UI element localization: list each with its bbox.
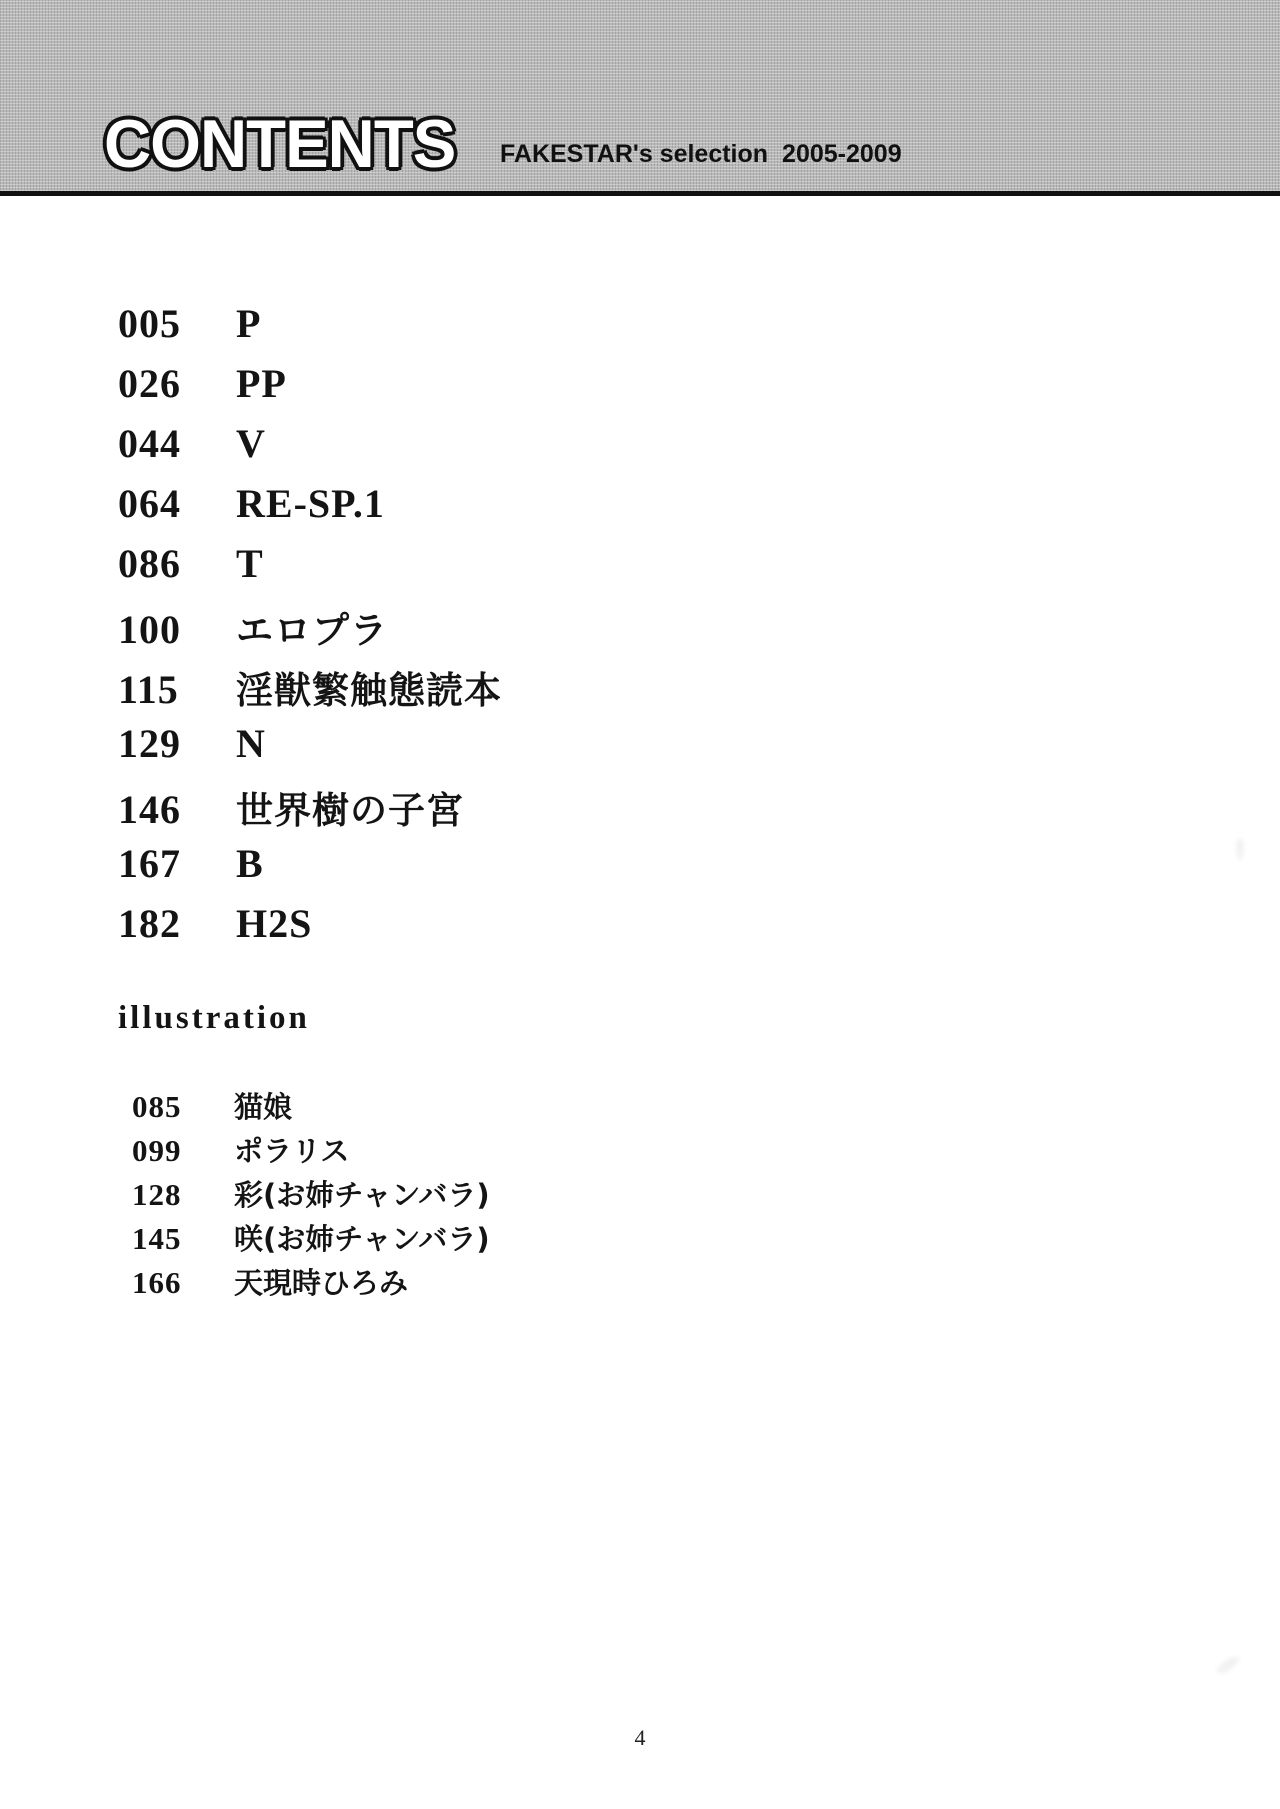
- list-item: [118, 480, 918, 526]
- entry-title: P: [236, 301, 262, 346]
- illustration-heading: illustration: [118, 1000, 310, 1036]
- list-item: [132, 1129, 832, 1167]
- list-item: [118, 840, 918, 886]
- entry-page-number: 005: [118, 301, 181, 346]
- entry-title: V: [236, 421, 266, 466]
- entry-page-number: 099: [132, 1133, 182, 1168]
- header-subtitle-right: 2005-2009: [782, 140, 902, 168]
- list-item: [132, 1217, 832, 1255]
- list-item: [118, 300, 918, 346]
- entry-title: 天現時ひろみ: [234, 1266, 409, 1300]
- entry-page-number: 026: [118, 361, 181, 406]
- entry-page-number: 167: [118, 841, 181, 886]
- paper-smudge: [1214, 1653, 1241, 1676]
- header-band: [0, 0, 1280, 196]
- header-subtitle-left: FAKESTAR's selection: [500, 140, 769, 168]
- footer-page-number: 4: [634, 1725, 646, 1750]
- entry-page-number: 128: [132, 1177, 182, 1212]
- list-item: [118, 600, 918, 652]
- entry-title: エロプラ: [236, 609, 388, 652]
- list-item: [132, 1261, 832, 1299]
- entry-title: 世界樹の子宮: [236, 789, 464, 832]
- entry-page-number: 064: [118, 481, 181, 526]
- entry-title: N: [236, 721, 266, 766]
- entry-page-number: 146: [118, 787, 181, 832]
- entry-title: T: [236, 541, 264, 586]
- entry-title: 猫娘: [234, 1090, 293, 1124]
- entry-title: RE-SP.1: [236, 481, 385, 526]
- list-item: [118, 420, 918, 466]
- entry-title: H2S: [236, 901, 313, 946]
- list-item: [132, 1085, 832, 1123]
- list-item: [118, 660, 918, 712]
- illustration-list: [132, 1085, 832, 1305]
- contents-list: [118, 300, 918, 960]
- list-item: [118, 540, 918, 586]
- list-item: [118, 900, 918, 946]
- list-item: [118, 720, 918, 766]
- entry-page-number: 166: [132, 1265, 182, 1300]
- list-item: [132, 1173, 832, 1211]
- entry-title: B: [236, 841, 264, 886]
- entry-title: ポラリス: [234, 1134, 350, 1168]
- entry-page-number: 115: [118, 667, 179, 712]
- list-item: [118, 780, 918, 832]
- list-item: [118, 360, 918, 406]
- entry-title: 咲(お姉チャンバラ): [234, 1222, 490, 1256]
- entry-title: 彩(お姉チャンバラ): [234, 1178, 490, 1212]
- page-title: CONTENTS: [104, 106, 456, 183]
- entry-page-number: 085: [132, 1089, 182, 1124]
- paper-smudge: [1236, 838, 1244, 860]
- entry-page-number: 100: [118, 607, 181, 652]
- entry-page-number: 145: [132, 1221, 182, 1256]
- entry-page-number: 086: [118, 541, 181, 586]
- entry-title: 淫獣繁触態読本: [236, 669, 502, 712]
- entry-title: PP: [236, 361, 287, 406]
- header-subtitle: [500, 140, 902, 177]
- header-inner: [104, 106, 902, 183]
- entry-page-number: 182: [118, 901, 181, 946]
- entry-page-number: 129: [118, 721, 181, 766]
- entry-page-number: 044: [118, 421, 181, 466]
